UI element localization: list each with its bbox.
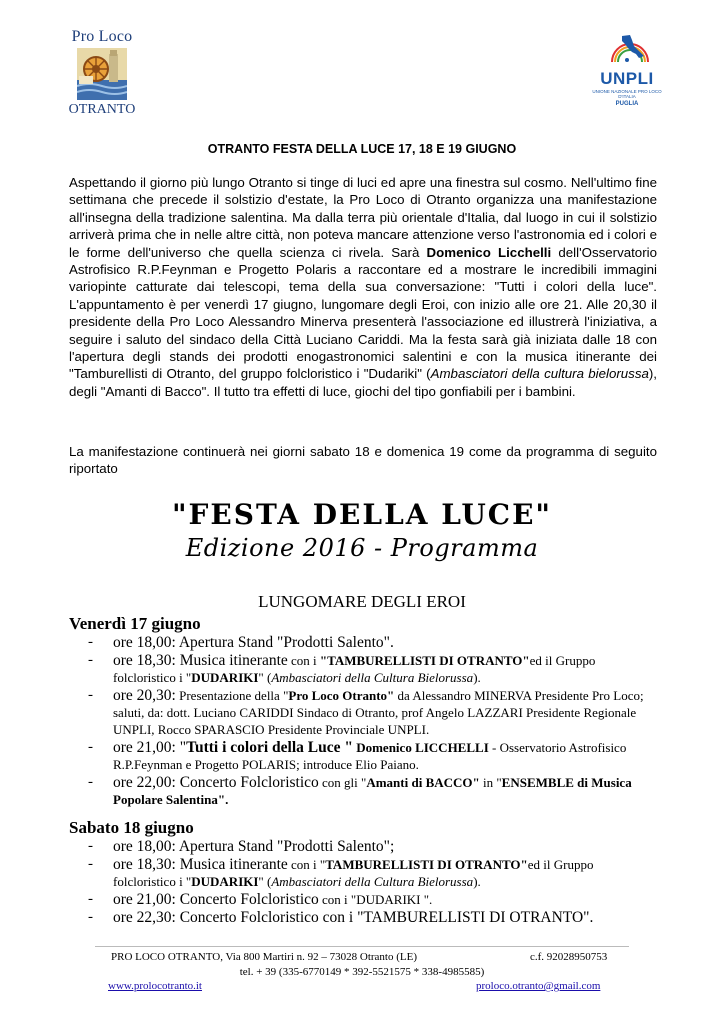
program-item: - ore 18,30: Musica itinerante con i "TAMBURELLISTI DI OTRANTO"ed il Gruppo folcloristico i "DUDARIKI" (Ambasciatori della Cultura Bielorussa). [88, 652, 596, 685]
program-list-saturday [69, 838, 659, 927]
festival-title: "FESTA DELLA LUCE" [171, 498, 553, 531]
italy-map-icon [592, 32, 662, 66]
unpli-logo [592, 32, 662, 116]
unpli-region: PUGLIA [615, 101, 639, 107]
program-item: - ore 18,00: Apertura Stand "Prodotti Salento". [88, 634, 394, 651]
otranto-emblem-icon [77, 48, 127, 100]
festival-subtitle: Edizione 2016 - Programma [185, 534, 539, 562]
website-link[interactable]: www.prolocotranto.it [108, 980, 202, 992]
program-item: - ore 18,30: Musica itinerante con i "TAMBURELLISTI DI OTRANTO"ed il Gruppo folcloristico i "DUDARIKI" (Ambasciatori della Cultura Bielorussa). [88, 856, 594, 889]
intro-italic: Ambasciatori della cultura bielorussa [430, 366, 649, 382]
intro-text-1: Aspettando il giorno più lungo Otranto si tinge di luci ed apre una finestra sul cosmo. Nell'ultimo fine settimana che precede il solstizio d'estate, la Pro Loco di Otranto organizza una manifestazione all'insegna della tradizione salentina. Ma dalla terra più orientale d'Italia, dal luogo in cui il solstizio arriverà prima che in nelle altre città, non poteva mancare attenzione verso l'astronomia ed i colori e le forme dell'universo che quella scienza ci rivela. Sarà [69, 175, 657, 260]
intro-text-2: dell'Osservatorio Astrofisico R.P.Feynman e Progetto Polaris a raccontare ed a mostrare le incredibili immagini variopinte catturate dai telescopi, tema della sua conversazione: "Tutti i colori della luce". L'appuntamento è per venerdì 17 giugno, lungomare degli Eroi, con inizio alle ore 21. Alle 20,30 il presidente della Pro Loco Alessandro Minerva presenterà l'associazione ed illustrerà l'iniziativa, a seguire i saluto del sindaco della Città Luciano Cariddi. Ma la festa sarà già iniziata dalle 18 con l'apertura degli stands dei prodotti enogastronomici salentini e con la musica itinerante dei "Tamburellisti di Otranto, del gruppo folcloristico i "Dudariki" ( [69, 244, 657, 382]
program-item: - ore 22,00: Concerto Folcloristico con gli "Amanti di BACCO" in "ENSEMBLE di Musica Popolare Salentina". [88, 774, 632, 807]
continuation-paragraph: La manifestazione continuerà nei giorni sabato 18 e domenica 19 come da programma di seguito riportato [69, 444, 657, 477]
unpli-name: UNPLI [600, 69, 654, 88]
program-item: - ore 21,00: Concerto Folcloristico con i "DUDARIKI ". [88, 891, 433, 908]
day-heading-saturday: Sabato 18 giugno [69, 818, 194, 837]
logo-left-line1: Pro Loco [71, 28, 133, 45]
intro-paragraph [69, 174, 657, 400]
program-list-friday [69, 634, 659, 809]
program-item: - ore 18,00: Apertura Stand "Prodotti Salento"; [88, 838, 395, 855]
program-item: - ore 21,00: "Tutti i colori della Luce " Domenico LICCHELLI - Osservatorio Astrofisico R.P.Feynman e Progetto POLARIS; introduce Elio Paiano. [88, 739, 627, 772]
intro-text-3: ), degli "Amanti di Bacco". Il tutto tra effetti di luce, giochi del tipo gonfiabili per i bambini. [69, 366, 657, 399]
footer-phone: tel. + 39 (335-6770149 * 392-5521575 * 338-4985585) [239, 966, 485, 978]
footer-tax-code: c.f. 92028950753 [530, 951, 608, 963]
footer-divider [95, 946, 629, 947]
email-link[interactable]: proloco.otranto@gmail.com [476, 980, 601, 992]
program-item: - ore 20,30: Presentazione della "Pro Loco Otranto" da Alessandro MINERVA Presidente Pro Loco; saluti, da: dott. Luciano CARIDDI Sindaco di Otranto, prof Angelo LAZZARI Presidente Regionale UNPLI, Rocco SPARASCIO Presidente Provinciale UNPLI. [88, 687, 644, 737]
unpli-tagline: UNIONE NAZIONALE PRO LOCO D'ITALIA [592, 89, 662, 99]
footer-address: PRO LOCO OTRANTO, Via 800 Martiri n. 92 – 73028 Otranto (LE) [111, 951, 417, 963]
logo-left-line2: OTRANTO [68, 102, 136, 117]
pro-loco-otranto-logo [64, 28, 140, 124]
festival-location: LUNGOMARE DEGLI EROI [258, 592, 466, 611]
speaker-name: Domenico Licchelli [426, 244, 552, 260]
day-heading-friday: Venerdì 17 giugno [69, 614, 201, 633]
document-title: OTRANTO FESTA DELLA LUCE 17, 18 E 19 GIUGNO [207, 142, 517, 156]
program-item: - ore 22,30: Concerto Folcloristico con i "TAMBURELLISTI DI OTRANTO". [88, 909, 594, 926]
